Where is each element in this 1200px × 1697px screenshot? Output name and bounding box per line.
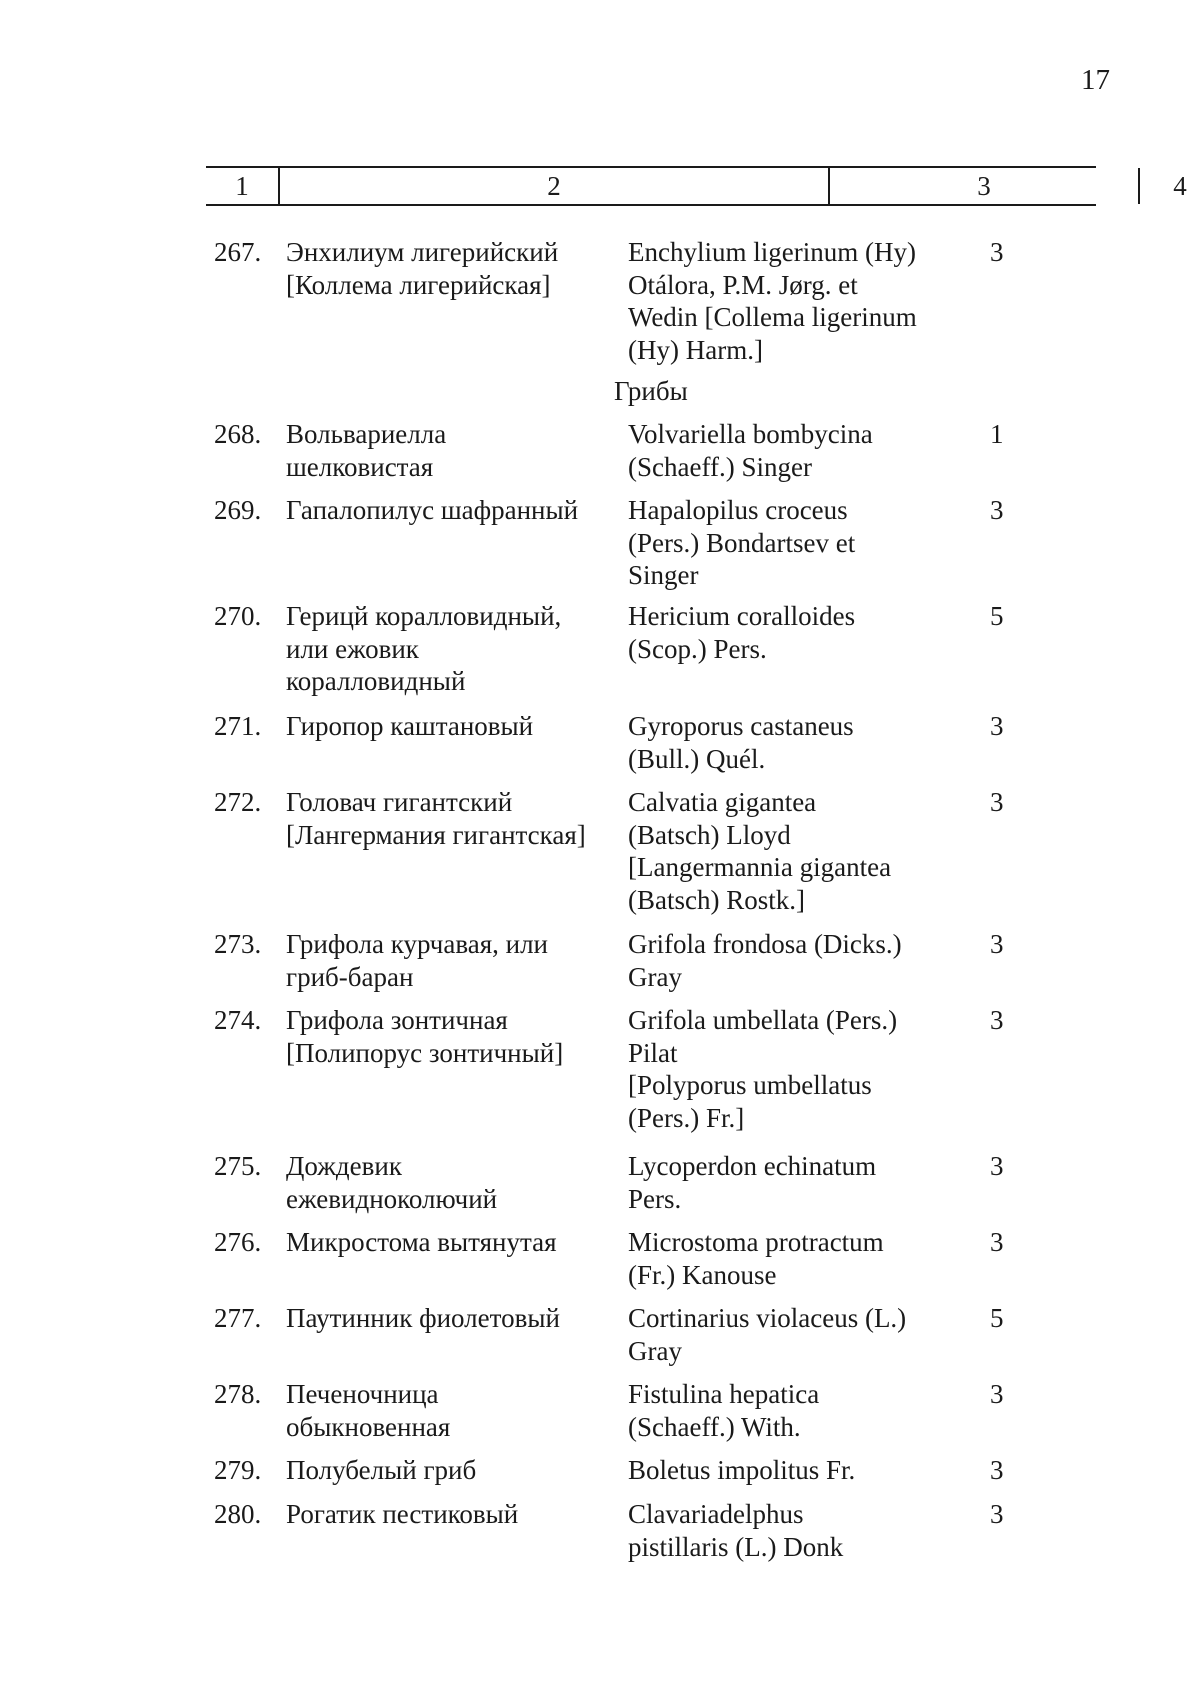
russian-name-line: Печеночница <box>286 1379 439 1409</box>
russian-name-line: Полубелый гриб <box>286 1455 477 1485</box>
russian-name-line: шелковистая <box>286 451 434 482</box>
russian-name <box>286 1498 616 1531</box>
latin-name-line: (Hy) Harm.] <box>628 334 763 365</box>
latin-name-line: (Bull.) Quél. <box>628 743 766 774</box>
russian-name-line: [Коллема лигерийская] <box>286 269 551 300</box>
latin-name-line: Enchylium ligerinum (Hy) <box>628 237 916 267</box>
row-number: 267. <box>214 237 262 267</box>
row-number: 276. <box>214 1227 262 1257</box>
row-number: 270. <box>214 601 262 631</box>
status-category: 3 <box>990 237 1004 267</box>
russian-name <box>286 418 616 483</box>
row-number: 271. <box>214 711 262 741</box>
latin-name-line: (Pers.) Fr.] <box>628 1102 745 1133</box>
latin-name <box>628 1302 968 1367</box>
russian-name <box>286 494 616 527</box>
russian-name <box>286 710 616 743</box>
russian-name <box>286 928 616 993</box>
latin-name-line: Fistulina hepatica <box>628 1379 820 1409</box>
row-number: 268. <box>214 419 262 449</box>
latin-name-line: Wedin [Collema ligerinum <box>628 302 917 332</box>
latin-name-line: Hapalopilus croceus <box>628 495 848 525</box>
latin-name-line: (Schaeff.) Singer <box>628 451 812 482</box>
status-category: 3 <box>990 1227 1004 1257</box>
latin-name <box>628 418 968 483</box>
latin-name-line: (Batsch) Lloyd <box>628 819 791 850</box>
row-number: 273. <box>214 929 262 959</box>
column-header-4: 4 <box>1173 171 1187 201</box>
status-category: 3 <box>990 787 1004 817</box>
latin-name-line: Cortinarius violaceus (L.) <box>628 1303 907 1333</box>
latin-name-line: [Polyporus umbellatus <box>628 1070 872 1100</box>
latin-name-line: Calvatia gigantea <box>628 787 817 817</box>
column-header-2: 2 <box>547 171 561 201</box>
latin-name <box>628 710 968 775</box>
russian-name-line: Рогатик пестиковый <box>286 1499 519 1529</box>
latin-name-line: [Langermannia gigantea <box>628 852 892 882</box>
latin-name <box>628 236 968 366</box>
status-category: 5 <box>990 1303 1004 1333</box>
status-category: 3 <box>990 929 1004 959</box>
russian-name <box>286 236 616 301</box>
status-category: 3 <box>990 1499 1004 1529</box>
section-heading: Грибы <box>614 376 688 406</box>
status-category: 3 <box>990 1005 1004 1035</box>
table-header <box>206 166 1187 206</box>
latin-name-line: Gray <box>628 1335 682 1366</box>
latin-name-line: (Scop.) Pers. <box>628 633 767 664</box>
russian-name-line: Паутинник фиолетовый <box>286 1303 560 1333</box>
status-category: 3 <box>990 1151 1004 1181</box>
russian-name-line: Гиропор каштановый <box>286 711 534 741</box>
latin-name-line: Pilat <box>628 1037 678 1068</box>
russian-name <box>286 1454 616 1487</box>
latin-name-line: (Batsch) Rostk.] <box>628 884 805 915</box>
russian-name <box>286 1226 616 1259</box>
latin-name <box>628 1454 968 1487</box>
latin-name <box>628 600 968 665</box>
russian-name-line: Головач гигантский <box>286 787 513 817</box>
status-category: 3 <box>990 1455 1004 1485</box>
row-number: 280. <box>214 1499 262 1529</box>
status-category: 5 <box>990 601 1004 631</box>
page-number: 17 <box>1081 64 1110 96</box>
latin-name-line: Microstoma protractum <box>628 1227 884 1257</box>
row-number: 274. <box>214 1005 262 1035</box>
status-category: 3 <box>990 711 1004 741</box>
latin-name-line: Hericium coralloides <box>628 601 856 631</box>
latin-name-line: Pers. <box>628 1183 682 1214</box>
latin-name <box>628 1150 968 1215</box>
latin-name <box>628 494 968 592</box>
row-number: 279. <box>214 1455 262 1485</box>
latin-name-line: pistillaris (L.) Donk <box>628 1531 844 1562</box>
latin-name <box>628 1004 968 1134</box>
latin-name <box>628 786 968 916</box>
latin-name-line: Grifola frondosa (Dicks.) <box>628 929 902 959</box>
russian-name <box>286 1378 616 1443</box>
status-category: 1 <box>990 419 1004 449</box>
russian-name <box>286 1302 616 1335</box>
latin-name-line: Grifola umbellata (Pers.) <box>628 1005 898 1035</box>
latin-name-line: Boletus impolitus Fr. <box>628 1455 856 1485</box>
russian-name-line: Грифола зонтичная <box>286 1005 508 1035</box>
latin-name-line: Clavariadelphus <box>628 1499 804 1529</box>
russian-name-line: Герицй коралловидный, <box>286 601 562 631</box>
latin-name-line: Volvariella bombycina <box>628 419 873 449</box>
latin-name <box>628 928 968 993</box>
latin-name-line: Otálora, P.M. Jørg. et <box>628 269 858 300</box>
russian-name <box>286 1150 616 1215</box>
latin-name-line: Lycoperdon echinatum <box>628 1151 877 1181</box>
latin-name <box>628 1226 968 1291</box>
status-category: 3 <box>990 1379 1004 1409</box>
latin-name-line: (Schaeff.) With. <box>628 1411 801 1442</box>
russian-name-line: Гапалопилус шафранный <box>286 495 579 525</box>
latin-name-line: (Fr.) Kanouse <box>628 1259 777 1290</box>
latin-name-line: Singer <box>628 560 699 590</box>
russian-name-line: или ежовик <box>286 633 419 664</box>
russian-name <box>286 1004 616 1069</box>
row-number: 269. <box>214 495 262 525</box>
latin-name-line: Gray <box>628 961 682 992</box>
row-number: 277. <box>214 1303 262 1333</box>
latin-name <box>628 1498 968 1563</box>
russian-name-line: обыкновенная <box>286 1411 451 1442</box>
russian-name-line: Микростома вытянутая <box>286 1227 557 1257</box>
russian-name-line: [Полипорус зонтичный] <box>286 1037 564 1068</box>
russian-name-line: [Лангермания гигантская] <box>286 819 586 850</box>
latin-name-line: Gyroporus castaneus <box>628 711 854 741</box>
russian-name-line: Энхилиум лигерийский <box>286 237 559 267</box>
latin-name <box>628 1378 968 1443</box>
status-category: 3 <box>990 495 1004 525</box>
row-number: 272. <box>214 787 262 817</box>
russian-name <box>286 786 616 851</box>
row-number: 278. <box>214 1379 262 1409</box>
russian-name-line: ежевидноколючий <box>286 1183 498 1214</box>
russian-name-line: гриб-баран <box>286 961 414 992</box>
russian-name-line: Дождевик <box>286 1151 402 1181</box>
row-number: 275. <box>214 1151 262 1181</box>
russian-name <box>286 600 616 698</box>
column-header-3: 3 <box>977 171 991 201</box>
latin-name-line: (Pers.) Bondartsev et <box>628 527 856 558</box>
russian-name-line: коралловидный <box>286 666 466 696</box>
russian-name-line: Вольвариелла <box>286 419 447 449</box>
russian-name-line: Грифола курчавая, или <box>286 929 548 959</box>
column-header-1: 1 <box>235 171 249 201</box>
